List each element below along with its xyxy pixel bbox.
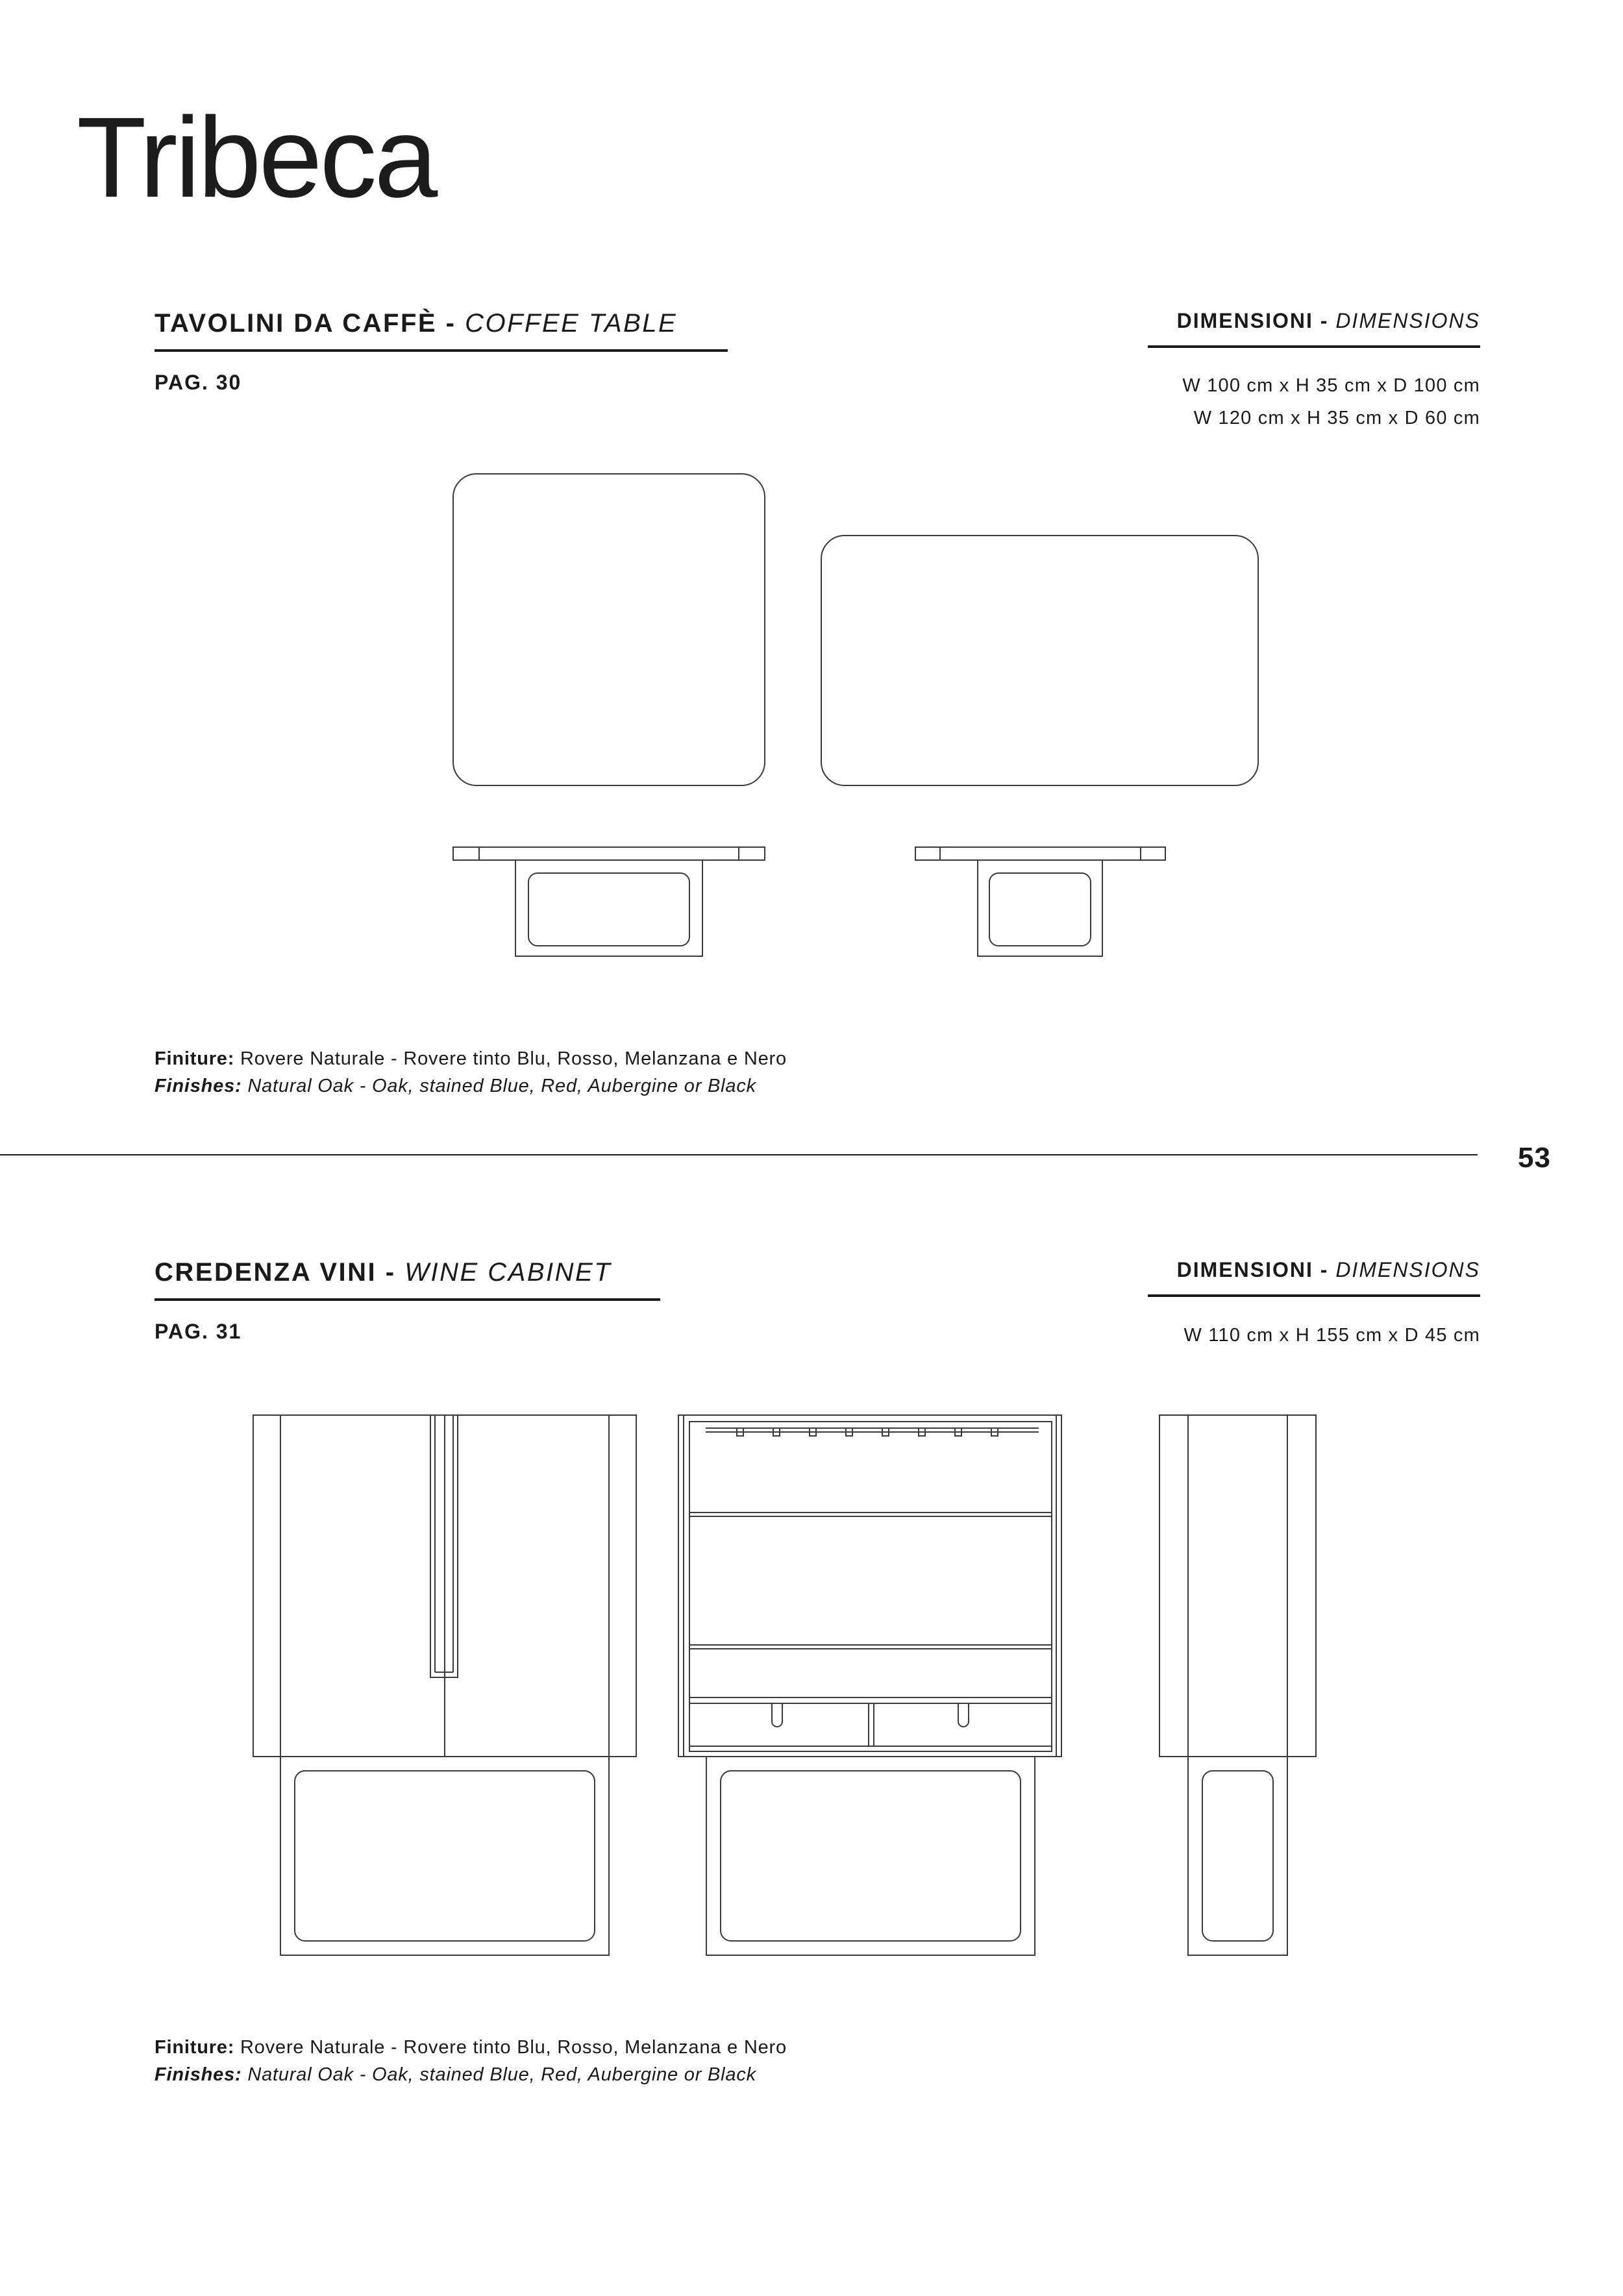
page-reference: PAG. 31 [155, 1320, 242, 1343]
dimension-line-1: W 110 cm x H 155 cm x D 45 cm [1183, 1325, 1480, 1346]
section-title-it: CREDENZA VINI - [155, 1258, 396, 1287]
section-title-it: TAVOLINI DA CAFFÈ - [155, 309, 456, 338]
finishes-text: Natural Oak - Oak, stained Blue, Red, Aubergine or Black [247, 2064, 756, 2085]
dimension-line-2: W 120 cm x H 35 cm x D 60 cm [1193, 408, 1480, 428]
section-title-en: COFFEE TABLE [465, 309, 678, 338]
coffee-table-square-elevation [453, 847, 765, 956]
finiture-label: Finiture: [155, 2037, 235, 2058]
dimension-line-1: W 100 cm x H 35 cm x D 100 cm [1182, 375, 1480, 396]
section-title-en: WINE CABINET [404, 1258, 612, 1287]
brand-title: Tribeca [77, 94, 436, 221]
finiture-label: Finiture: [155, 1048, 235, 1069]
wine-cabinet-front-open [678, 1415, 1061, 1955]
finishes-label: Finishes: [155, 1076, 242, 1096]
coffee-table-square-top-view [453, 474, 765, 785]
coffee-table-rectangular-top-view [821, 536, 1258, 785]
finiture-text: Rovere Naturale - Rovere tinto Blu, Rosso, Melanzana e Nero [240, 1048, 787, 1069]
page-number: 53 [1518, 1142, 1551, 1174]
coffee-table-rectangular-elevation [915, 847, 1165, 956]
page-reference: PAG. 30 [155, 371, 242, 394]
dimensions-label-en: DIMENSIONS [1335, 309, 1480, 332]
finiture-text: Rovere Naturale - Rovere tinto Blu, Rosso, Melanzana e Nero [240, 2037, 787, 2058]
dimensions-label-en: DIMENSIONS [1335, 1258, 1480, 1281]
wine-cabinet-front-closed [253, 1415, 636, 1955]
dimensions-label-it: DIMENSIONI - [1176, 309, 1329, 332]
wine-cabinet-side-view [1159, 1415, 1316, 1955]
finishes-label: Finishes: [155, 2064, 242, 2085]
dimensions-label-it: DIMENSIONI - [1176, 1258, 1329, 1281]
finishes-text: Natural Oak - Oak, stained Blue, Red, Aubergine or Black [247, 1076, 756, 1096]
